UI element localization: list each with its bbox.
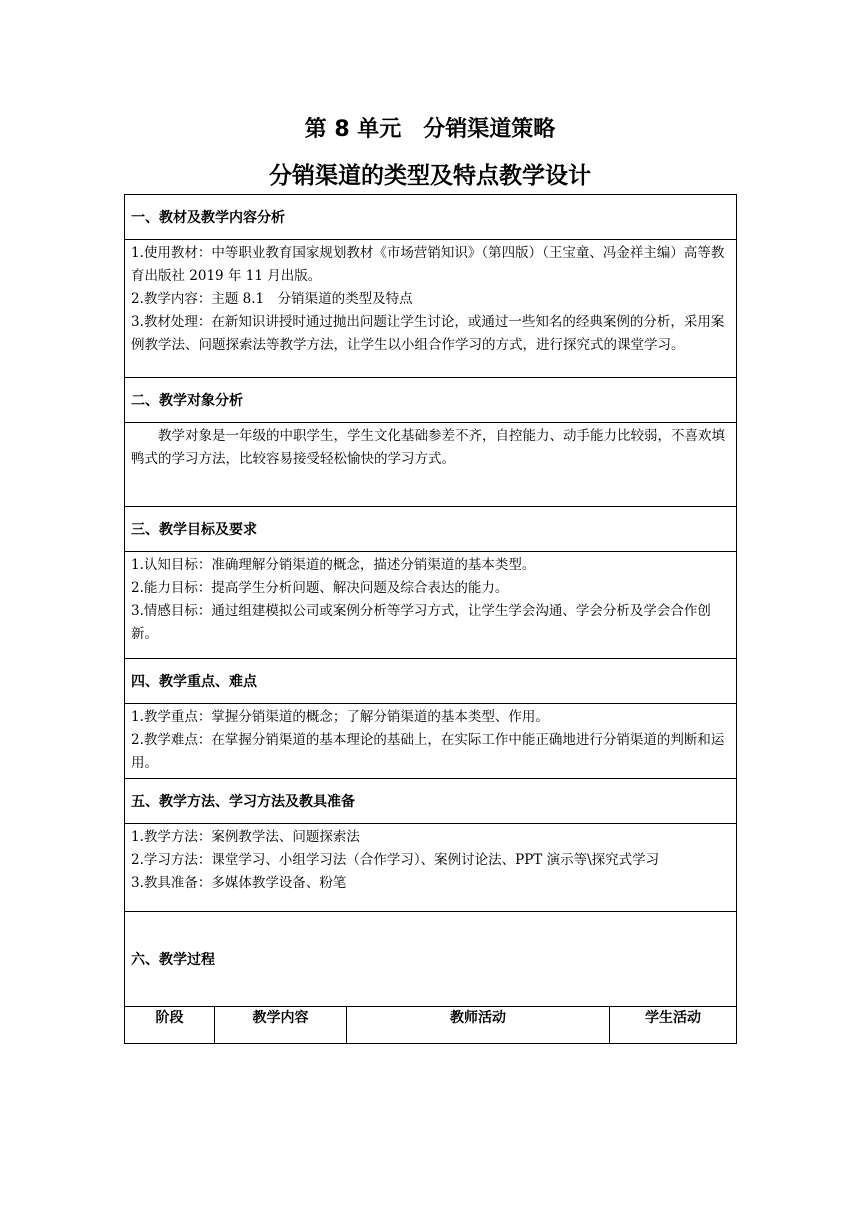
section-heading-process: 六、教学过程: [125, 912, 737, 1007]
column-header-content: 教学内容: [215, 1007, 347, 1044]
section-body-key-points: [125, 704, 737, 779]
section-line: 教学对象是一年级的中职学生，学生文化基础参差不齐，自控能力、动手能力比较弱，不喜欢填鸭式的学习方法，比较容易接受轻松愉快的学习方式。: [131, 428, 725, 467]
section-line: 2.学习方法：课堂学习、小组学习法（合作学习）、案例讨论法、PPT 演示等\探究式学习: [131, 852, 660, 868]
section-heading-methods: 五、教学方法、学习方法及教具准备: [125, 779, 737, 824]
section-line: 3.教具准备：多媒体教学设备、粉笔: [131, 875, 347, 891]
section-body-students: [125, 423, 737, 507]
section-heading-objectives: 三、教学目标及要求: [125, 507, 737, 552]
section-body-objectives: [125, 552, 737, 659]
column-header-student-activity: 学生活动: [610, 1007, 737, 1044]
column-header-teacher-activity: 教师活动: [347, 1007, 610, 1044]
section-line: 3.教材处理：在新知识讲授时通过抛出问题让学生讨论，或通过一些知名的经典案例的分析，采用案例教学法、问题探索法等教学方法，让学生以小组合作学习的方式，进行探究式的课堂学习。: [131, 314, 725, 353]
lesson-plan-table: [124, 194, 737, 1044]
section-line: 1.教学重点：掌握分销渠道的概念；了解分销渠道的基本类型、作用。: [131, 709, 549, 725]
section-heading-key-points: 四、教学重点、难点: [125, 659, 737, 704]
column-header-stage: 阶段: [125, 1007, 215, 1044]
section-heading-materials: 一、教材及教学内容分析: [125, 195, 737, 240]
document-subtitle: 分销渠道的类型及特点教学设计: [269, 163, 591, 189]
section-line: 2.教学难点：在掌握分销渠道的基本理论的基础上，在实际工作中能正确地进行分销渠道的判断和运用。: [131, 732, 725, 771]
section-body-methods: [125, 824, 737, 912]
section-line: 1.使用教材：中等职业教育国家规划教材《市场营销知识》（第四版）（王宝童、冯金祥主编）高等教育出版社 2019 年 11 月出版。: [131, 245, 725, 284]
section-line: 3.情感目标：通过组建模拟公司或案例分析等学习方式，让学生学会沟通、学会分析及学会合作创新。: [131, 603, 711, 642]
section-line: 1.认知目标：准确理解分销渠道的概念，描述分销渠道的基本类型。: [131, 557, 536, 573]
section-line: 2.能力目标：提高学生分析问题、解决问题及综合表达的能力。: [131, 580, 509, 596]
process-table-header: [125, 1007, 737, 1044]
section-line: 2.教学内容：主题 8.1 分销渠道的类型及特点: [131, 291, 413, 307]
section-body-materials: [125, 240, 737, 378]
document-title: 第 8 单元 分销渠道策略: [304, 117, 556, 142]
section-line: 1.教学方法：案例教学法、问题探索法: [131, 829, 360, 845]
section-heading-students: 二、教学对象分析: [125, 378, 737, 423]
